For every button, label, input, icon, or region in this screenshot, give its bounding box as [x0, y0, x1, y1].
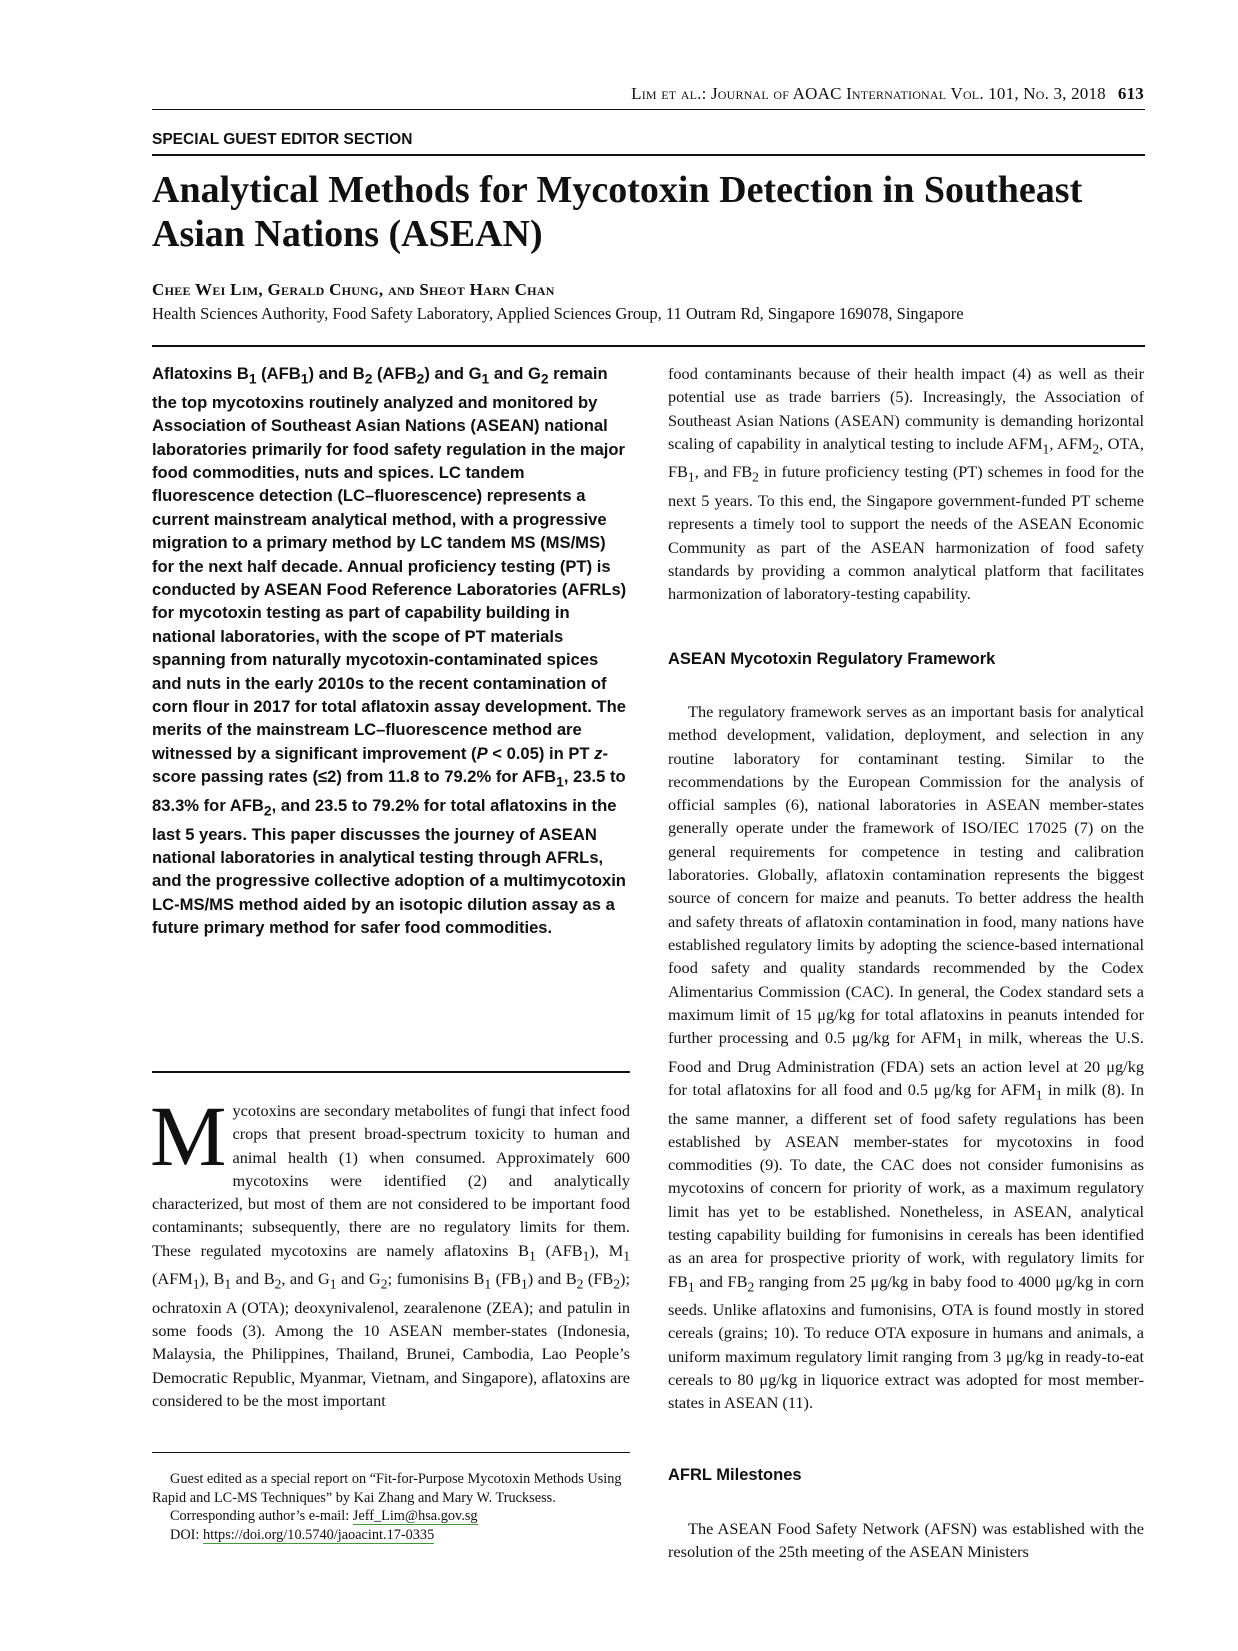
footnote-rule — [152, 1452, 630, 1453]
header-rule — [152, 109, 1145, 110]
section-label: SPECIAL GUEST EDITOR SECTION — [152, 131, 413, 148]
running-head-text: Lim et al.: Journal of AOAC International Vol. 101, No. 3, 2018 — [631, 84, 1106, 103]
email-line — [152, 1507, 630, 1526]
article-title: Analytical Methods for Mycotoxin Detection in Southeast Asian Nations (ASEAN) — [152, 169, 1083, 255]
doi-label: DOI: — [170, 1526, 203, 1543]
drop-cap: M — [150, 1088, 227, 1184]
afrl-milestones-paragraph: The ASEAN Food Safety Network (AFSN) was established with the resolution of the 25th meeting of the ASEAN Ministers — [668, 1519, 1144, 1562]
section-heading-regulatory-framework: ASEAN Mycotoxin Regulatory Framework — [668, 650, 996, 668]
page-number: 613 — [1117, 84, 1144, 103]
guest-edit-note: Guest edited as a special report on “Fit-for-Purpose Mycotoxin Methods Using Rapid and LC-MS Techniques” by Kai Zhang and Mary W. Trucksess. — [152, 1471, 622, 1506]
column2-continued-text: food contaminants because of their health impact (4) as well as their potential use as trade barriers (5). Increasingly, the Association of Southeast Asian Nations (ASEAN) community is demanding horizontal scaling of capability in analytical testing to include $AFM_1$, $AFM_2$, OTA, $FB_1$, and $FB_2$ in future proficiency testing (PT) schemes in food for the next 5 years. To this end, the Singapore government-funded PT scheme represents a timely tool to support the needs of the ASEAN Economic Community as part of the ASEAN harmonization of food safety standards by providing a common analytical platform that facilitates harmonization of laboratory-testing capability. — [668, 364, 1145, 604]
section-heading-afrl-milestones: AFRL Milestones — [668, 1466, 802, 1484]
abstract-top-rule — [152, 345, 1145, 347]
abstract: Aflatoxins $B_1$ $(AFB_1)$ and $B_2$ $(AFB_2)$ and $G_1$ and $G_2$ remain the top mycotoxins routinely analyzed and monitored by Association of Southeast Asian Nations (ASEAN) national laboratories primarily for food safety regulation in the major food commodities, nuts and spices. LC tandem fluorescence detection (LC–fluorescence) represents a current mainstream analytical method, with a progressive migration to a primary method by LC tandem MS (MS/MS) for the next half decade. Annual proficiency testing (PT) is conducted by ASEAN Food Reference Laboratories (AFRLs) for mycotoxin testing as part of capability building in national laboratories, with the scope of PT materials spanning from naturally mycotoxin-contaminated spices and nuts in the early 2010s to the recent contamination of corn flour in 2017 for total aflatoxin assay development. The merits of the mainstream LC–fluorescence method are witnessed by a significant improvement (P < 0.05) in PT z-score passing rates (≤2) from 11.8 to 79.2% for $AFB_1$, 23.5 to 83.3% for $AFB_2$, and 23.5 to 79.2% for total aflatoxins in the last 5 years. This paper discusses the journey of ASEAN national laboratories in analytical testing through AFRLs, and the progressive collective adoption of a multimycotoxin LC-MS/MS method aided by an isotopic dilution assay as a future primary method for safer food commodities. — [152, 364, 627, 938]
section-rule — [152, 154, 1145, 156]
regulatory-framework-paragraph: The regulatory framework serves as an important basis for analytical method development, validation, deployment, and selection in any routine laboratory for contaminant testing. Similar to the recommendations by the European Commission for the analysis of official samples (6), national laboratories in ASEAN member-states generally operate under the framework of ISO/IEC 17025 (7) on the general requirements for competence in testing and calibration laboratories. Globally, aflatoxin contamination represents the biggest source of concern for maize and peanuts. To better address the health and safety threats of aflatoxin contamination in food, many nations have established regulatory limits by adopting the science-based international food safety and quality standards recommended by the Codex Alimentarius Commission (CAC). In general, the Codex standard sets a maximum limit of 15 μg/kg for total aflatoxins in peanuts intended for further processing and 0.5 μg/kg for $AFM_1$ in milk, whereas the U.S. Food and Drug Administration (FDA) sets an action level at 20 μg/kg for total aflatoxins for all food and 0.5 μg/kg for $AFM_1$ in milk (8). In the same manner, a different set of food safety regulations has been established by ASEAN member-states for mycotoxins in food commodities (9). To date, the CAC does not consider fumonisins as mycotoxins of concern for priority of work, as a maximum regulatory limit has yet to be established. Nonetheless, in ASEAN, analytical testing capability building for fumonisins in cereals has been identified as an area for prospective priority of work, with regulatory limits for $FB_1$ and $FB_2$ ranging from 25 μg/kg in baby food to 4000 μg/kg in corn seeds. Unlike aflatoxins and fumonisins, OTA is found mostly in stored cereals (grains; 10). To reduce OTA exposure in humans and animals, a uniform maximum regulatory limit ranging from 3 μg/kg in ready-to-eat cereals to 80 μg/kg in liquorice extract was adopted for most member-states in ASEAN (11). — [668, 702, 1144, 1413]
email-link[interactable]: Jeff_Lim@hsa.gov.sg — [352, 1508, 478, 1525]
footnote — [152, 1470, 630, 1544]
abstract-bottom-rule — [152, 1071, 630, 1073]
introduction — [150, 1088, 630, 1412]
intro-text: ycotoxins are secondary metabolites of fungi that infect food crops that present broad-spectrum toxicity to human and animal health (1) when consumed. Approximately 600 mycotoxins were identified (2) and analytically characterized, but most of them are not considered to be important food contaminants; subsequently, there are no regulatory limits for them. These regulated mycotoxins are namely aflatoxins $B_1$ $(AFB_1)$, $M_1$ $(AFM_1)$, $B_1$ and $B_2$, and $G_1$ and $G_2$; fumonisins $B_1$ $(FB_1)$ and $B_2$ $(FB_2)$; ochratoxin A (OTA); deoxynivalenol, zearalenone (ZEA); and patulin in some foods (3). Among the 10 ASEAN member-states (Indonesia, Malaysia, the Philippines, Thailand, Brunei, Cambodia, Lao People’s Democratic Republic, Myanmar, Vietnam, and Singapore), aflatoxins are considered to be the most important — [152, 1101, 630, 1411]
doi-link[interactable]: https://doi.org/10.5740/jaoacint.17-0335 — [202, 1526, 435, 1543]
running-head — [631, 84, 1144, 104]
affiliation: Health Sciences Authority, Food Safety Laboratory, Applied Sciences Group, 11 Outram Rd, Singapore 169078, Singapore — [152, 304, 964, 323]
doi-line — [152, 1526, 630, 1545]
authors: Chee Wei Lim, Gerald Chung, and Sheot Harn Chan — [152, 280, 555, 299]
email-label: Corresponding author’s e-mail: — [170, 1508, 353, 1525]
